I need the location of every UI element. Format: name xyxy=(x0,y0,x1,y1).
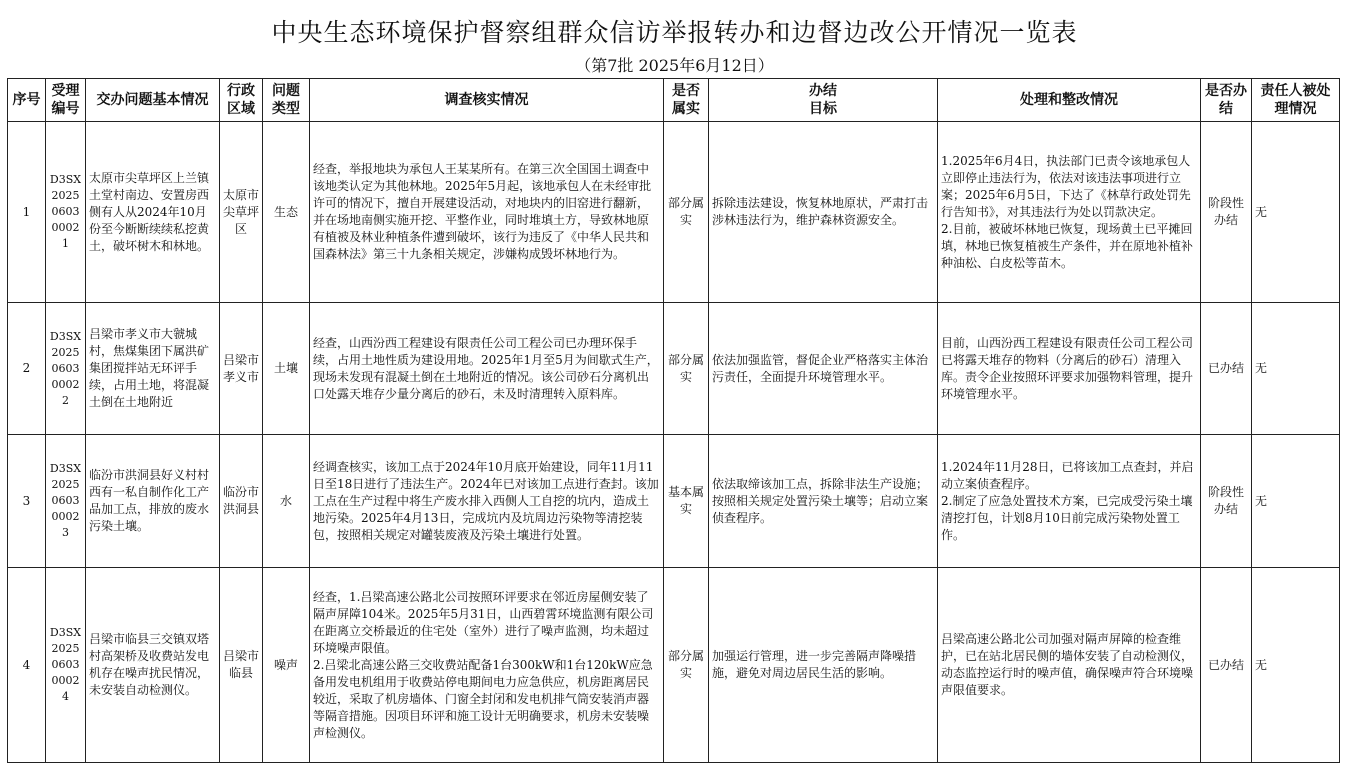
header-rectification: 处理和整改情况 xyxy=(938,79,1201,122)
cell-index: 4 xyxy=(8,568,46,763)
cell-completed: 已办结 xyxy=(1201,303,1252,435)
cell-type: 生态 xyxy=(263,122,310,303)
cell-rectification: 吕梁高速公路北公司加强对隔声屏障的检查维护，已在站北居民侧的墙体安装了自动检测仪，动态监控运行时的噪声值，确保噪声符合环境噪声限值要求。 xyxy=(938,568,1201,763)
header-investigation: 调查核实情况 xyxy=(310,79,664,122)
complaints-table xyxy=(7,78,1340,763)
header-verified: 是否属实 xyxy=(664,79,709,122)
header-completed: 是否办结 xyxy=(1201,79,1252,122)
cell-investigation: 经查，举报地块为承包人王某某所有。在第三次全国国土调查中该地类认定为其他林地。2025年5月起，该地承包人在未经审批许可的情况下，擅自开展建设活动，对地块内的旧窑进行翻新，并在场地南侧实施开挖、平整作业，同时堆填土方，导致林地原有植被及林业种植条件遭到破坏，该行为违反了《中华人民共和国森林法》第三十九条相关规定，涉嫌构成毁坏林地行为。 xyxy=(310,122,664,303)
cell-investigation: 经调查核实，该加工点于2024年10月底开始建设，同年11月11日至18日进行了违法生产。2024年已对该加工点进行查封。该加工点在生产过程中将生产废水排入西侧人工自挖的坑内，造成土地污染。2025年4月13日，完成坑内及坑周边污染物等清挖装包，按照相关规定对罐装废液及污染土壤进行处置。 xyxy=(310,435,664,568)
cell-issue: 吕梁市孝义市大虢城村，焦煤集团下属洪矿集团搅拌站无环评手续，占用土地，将混凝土倒在土地附近 xyxy=(86,303,220,435)
cell-accountability: 无 xyxy=(1252,303,1340,435)
cell-goal: 拆除违法建设，恢复林地原状，严肃打击涉林违法行为，维护森林资源安全。 xyxy=(709,122,938,303)
cell-index: 3 xyxy=(8,435,46,568)
cell-verified: 部分属实 xyxy=(664,303,709,435)
header-issue: 交办问题基本情况 xyxy=(86,79,220,122)
table-row xyxy=(8,303,1340,435)
cell-type: 土壤 xyxy=(263,303,310,435)
cell-accept-no: D3SX2025060300022 xyxy=(46,303,86,435)
cell-region: 吕梁市临县 xyxy=(220,568,263,763)
header-accountability: 责任人被处理情况 xyxy=(1252,79,1340,122)
cell-index: 1 xyxy=(8,122,46,303)
cell-completed: 阶段性办结 xyxy=(1201,435,1252,568)
cell-type: 噪声 xyxy=(263,568,310,763)
cell-rectification: 1.2025年6月4日，执法部门已责令该地承包人立即停止违法行为，依法对该违法事项进行立案；2025年6月5日，下达了《林草行政处罚先行告知书》，对其违法行为处以罚款决定。 2.目前，被破坏林地已恢复，现场黄土已平摊回填，林地已恢复植被生产条件，并在原地补植补种油松、白皮松等苗木。 xyxy=(938,122,1201,303)
cell-accountability: 无 xyxy=(1252,568,1340,763)
cell-accountability: 无 xyxy=(1252,435,1340,568)
cell-goal: 依法加强监管，督促企业严格落实主体治污责任，全面提升环境管理水平。 xyxy=(709,303,938,435)
cell-accept-no: D3SX2025060300024 xyxy=(46,568,86,763)
cell-goal: 加强运行管理，进一步完善隔声降噪措施，避免对周边居民生活的影响。 xyxy=(709,568,938,763)
header-accept-no: 受理编号 xyxy=(46,79,86,122)
cell-verified: 基本属实 xyxy=(664,435,709,568)
cell-rectification: 1.2024年11月28日，已将该加工点查封，并启动立案侦查程序。 2.制定了应急处置技术方案，已完成受污染土壤清挖打包，计划8月10日前完成污染物处置工作。 xyxy=(938,435,1201,568)
cell-type: 水 xyxy=(263,435,310,568)
header-index: 序号 xyxy=(8,79,46,122)
header-type: 问题类型 xyxy=(263,79,310,122)
batch-date-subtitle: （第7批 2025年6月12日） xyxy=(575,56,774,75)
cell-region: 吕梁市孝义市 xyxy=(220,303,263,435)
cell-accept-no: D3SX2025060300021 xyxy=(46,122,86,303)
table-row xyxy=(8,435,1340,568)
cell-investigation: 经查，1.吕梁高速公路北公司按照环评要求在邻近房屋侧安装了隔声屏障104米。2025年5月31日，山西碧霄环境监测有限公司在距离立交桥最近的住宅处（室外）进行了噪声监测，均未超过环境噪声限值。 2.吕梁北高速公路三交收费站配备1台300kW和1台120kW应急备用发电机组用于收费站停电期间电力应急供应，机房距离居民较近，采取了机房墙体、门窗全封闭和发电机排气筒安装消声器等隔音措施。因项目环评和施工设计无明确要求，机房未安装噪声检测仪。 xyxy=(310,568,664,763)
header-region: 行政区域 xyxy=(220,79,263,122)
cell-completed: 已办结 xyxy=(1201,568,1252,763)
cell-accept-no: D3SX2025060300023 xyxy=(46,435,86,568)
cell-investigation: 经查，山西汾西工程建设有限责任公司工程公司已办理环保手续，占用土地性质为建设用地。2025年1月至5月为间歇式生产，现场未发现有混凝土倒在土地附近的情况。该公司砂石分离机出口处露天堆存少量分离后的砂石，未及时清理转入原料库。 xyxy=(310,303,664,435)
cell-accountability: 无 xyxy=(1252,122,1340,303)
cell-goal: 依法取缔该加工点，拆除非法生产设施；按照相关规定处置污染土壤等；启动立案侦查程序。 xyxy=(709,435,938,568)
cell-region: 太原市尖草坪区 xyxy=(220,122,263,303)
cell-rectification: 目前，山西汾西工程建设有限责任公司工程公司已将露天堆存的物料（分离后的砂石）清理入库。责令企业按照环评要求加强物料管理，提升环境管理水平。 xyxy=(938,303,1201,435)
cell-issue: 吕梁市临县三交镇双塔村高架桥及收费站发电机存在噪声扰民情况，未安装自动检测仪。 xyxy=(86,568,220,763)
table-header-row xyxy=(8,79,1340,122)
cell-verified: 部分属实 xyxy=(664,122,709,303)
cell-verified: 部分属实 xyxy=(664,568,709,763)
cell-region: 临汾市洪洞县 xyxy=(220,435,263,568)
page-title: 中央生态环境保护督察组群众信访举报转办和边督边改公开情况一览表 xyxy=(271,18,1078,47)
header-goal: 办结 目标 xyxy=(709,79,938,122)
cell-completed: 阶段性办结 xyxy=(1201,122,1252,303)
table-row xyxy=(8,568,1340,763)
cell-issue: 临汾市洪洞县好义村村西有一私自制作化工产品加工点，排放的废水污染土壤。 xyxy=(86,435,220,568)
table-row xyxy=(8,122,1340,303)
cell-index: 2 xyxy=(8,303,46,435)
cell-issue: 太原市尖草坪区上兰镇土堂村南边、安置房西侧有人从2024年10月份至今断断续续私挖黄土，破坏树木和林地。 xyxy=(86,122,220,303)
